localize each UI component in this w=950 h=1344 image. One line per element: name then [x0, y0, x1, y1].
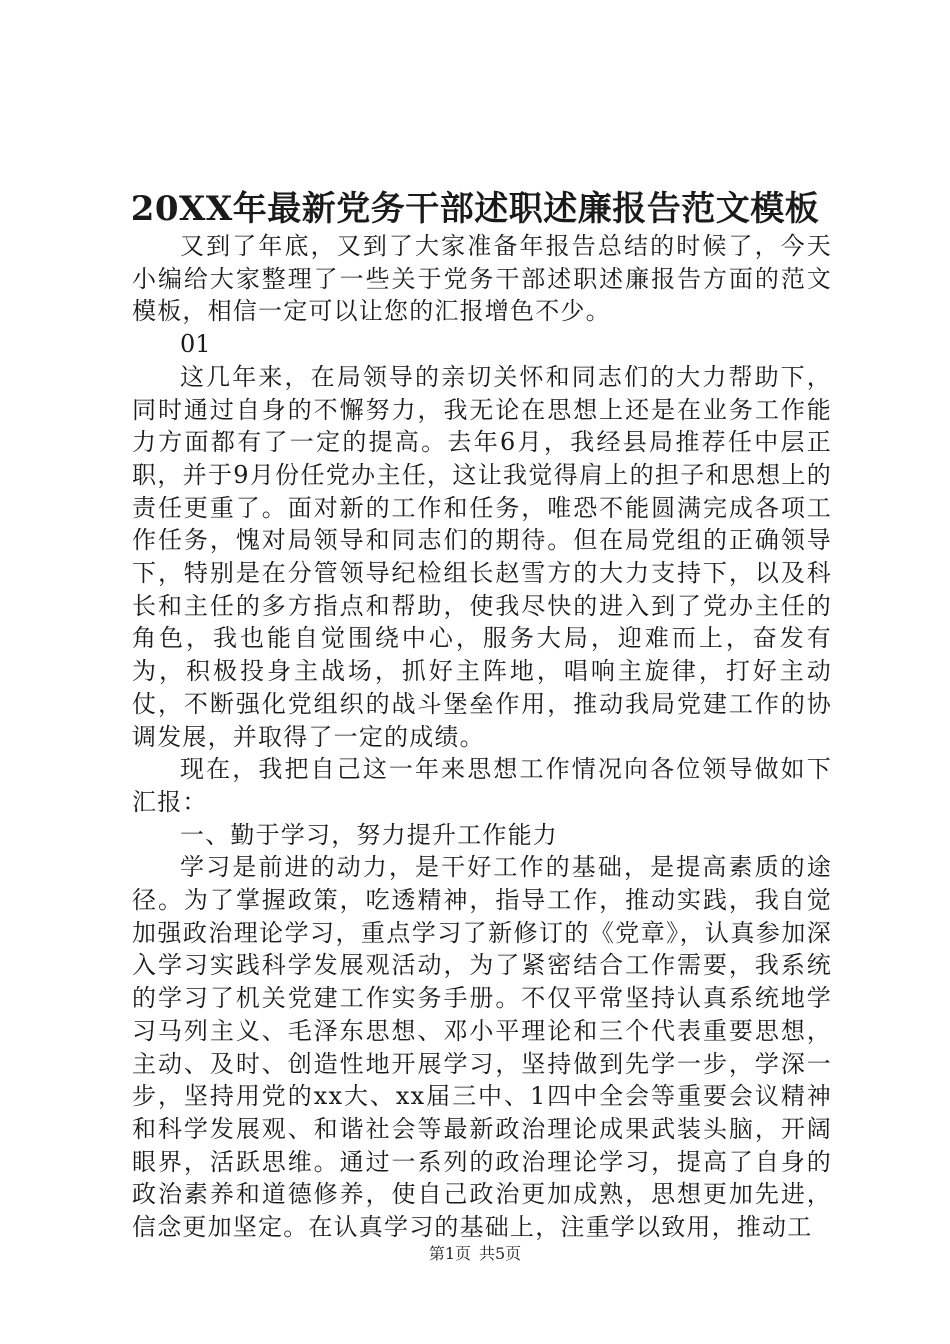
intro-paragraph: 又到了年底，又到了大家准备年报告总结的时候了，今天小编给大家整理了一些关于党务干部述职述廉报告方面的范文模板，相信一定可以让您的汇报增色不少。 — [132, 232, 832, 326]
body-paragraph: 现在，我把自己这一年来思想工作情况向各位领导做如下汇报： — [132, 755, 832, 816]
body-paragraph: 这几年来，在局领导的亲切关怀和同志们的大力帮助下，同时通过自身的不懈努力，我无论在思想上还是在业务工作能力方面都有了一定的提高。去年6月，我经县局推荐任中层正职，并于9月份任党办主任，这让我觉得肩上的担子和思想上的责任更重了。面对新的工作和任务，唯恐不能圆满完成各项工作任务，愧对局领导和同志们的期待。但在局党组的正确领导下，特别是在分管领导纪检组长赵雪方的大力支持下，以及科长和主任的多方指点和帮助，使我尽快的进入到了党办主任的角色，我也能自觉围绕中心，服务大局，迎难而上，奋发有为，积极投身主战场，抓好主阵地，唱响主旋律，打好主动仗，不断强化党组织的战斗堡垒作用，推动我局党建工作的协调发展，并取得了一定的成绩。 — [132, 362, 832, 751]
page-number: 第1页 — [428, 1244, 471, 1263]
section-heading: 一、勤于学习，努力提升工作能力 — [180, 820, 558, 849]
document-body — [132, 230, 832, 1244]
page-total: 共5页 — [479, 1244, 522, 1263]
section-number: 01 — [180, 330, 211, 359]
body-paragraph: 学习是前进的动力，是干好工作的基础，是提高素质的途径。为了掌握政策，吃透精神，指导工作，推动实践，我自觉加强政治理论学习，重点学习了新修订的《党章》，认真参加深入学习实践科学发展观活动，为了紧密结合工作需要，我系统的学习了机关党建工作实务手册。不仅平常坚持认真系统地学习马列主义、毛泽东思想、邓小平理论和三个代表重要思想，主动、及时、创造性地开展学习，坚持做到先学一步，学深一步，坚持用党的xx大、xx届三中、1四中全会等重要会议精神和科学发展观、和谐社会等最新政治理论成果武装头脑，开阔眼界，活跃思维。通过一系列的政治理论学习，提高了自身的政治素养和道德修养，使自己政治更加成熟，思想更加先进，信念更加坚定。在认真学习的基础上，注重学以致用，推动工 — [132, 853, 832, 1242]
page-footer — [0, 1242, 950, 1266]
document-title: 20XX年最新党务干部述职述廉报告范文模板 — [130, 189, 820, 229]
